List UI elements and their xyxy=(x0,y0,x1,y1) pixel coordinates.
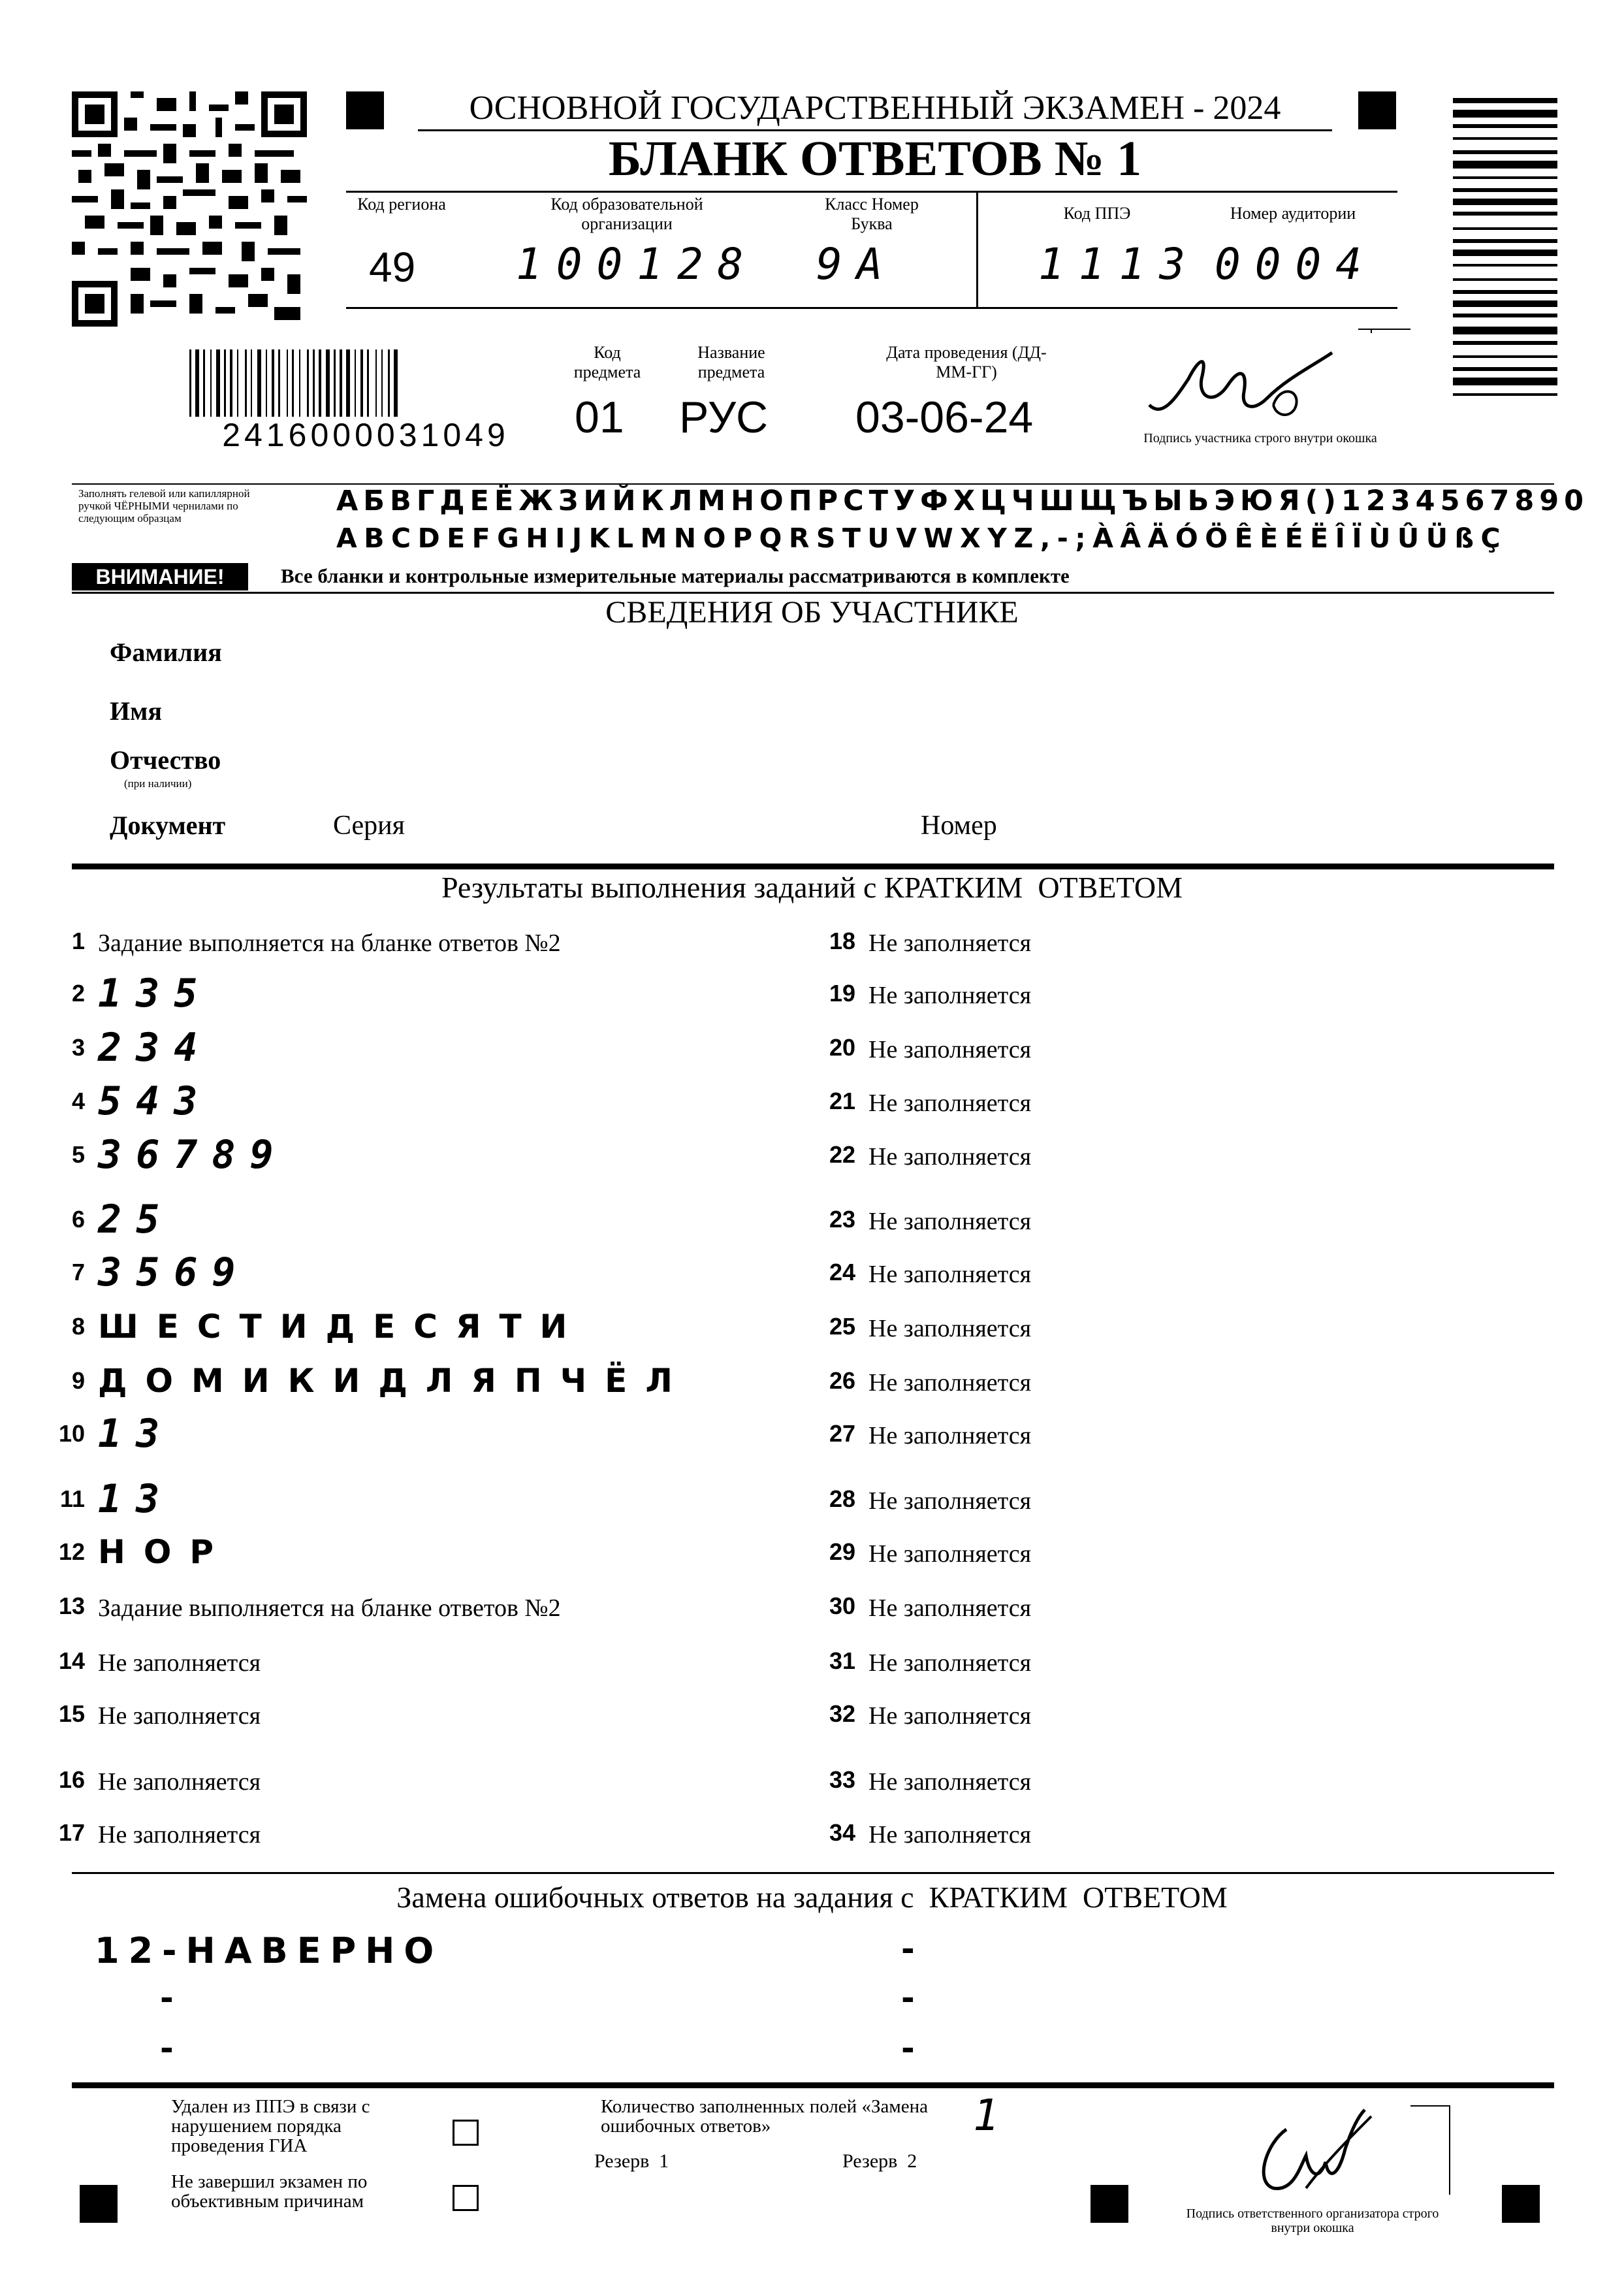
task-answer: Не заполняется xyxy=(868,1422,1032,1449)
org-label: Код образовательной организации xyxy=(550,195,703,233)
warning-badge: ВНИМАНИЕ! xyxy=(72,563,248,590)
samples-instruction: Заполнять гелевой или капиллярной ручкой ЧЁРНЫМИ чернилами по следующим образцам xyxy=(78,487,250,525)
task-number: 1 xyxy=(71,928,85,954)
ppe-value: 1113 xyxy=(1038,239,1200,289)
task-number: 5 xyxy=(71,1141,85,1168)
task-number: 28 xyxy=(829,1485,855,1512)
subject-name-value: РУС xyxy=(679,393,769,442)
task-answer: Не заполняется xyxy=(868,929,1032,957)
task-answer: 13 xyxy=(98,1411,174,1457)
form-title: БЛАНК ОТВЕТОВ № 1 xyxy=(608,131,1142,186)
corner-marker-top-left xyxy=(346,91,384,129)
task-number: 13 xyxy=(58,1592,85,1619)
patronymic-label: Отчество xyxy=(110,745,221,775)
date-value: 03-06-24 xyxy=(855,393,1034,442)
task-number: 20 xyxy=(829,1034,855,1061)
task-number: 25 xyxy=(829,1313,855,1340)
surname-label: Фамилия xyxy=(110,638,222,667)
replacement-entry-5: - xyxy=(160,2029,192,2067)
not-finished-label: Не завершил экзамен по объективным причинам xyxy=(171,2171,368,2212)
task-number: 33 xyxy=(829,1766,855,1793)
replacement-section-title: Замена ошибочных ответов на задания с КРАТКИМ ОТВЕТОМ xyxy=(396,1881,1228,1914)
side-barcode xyxy=(1453,98,1557,503)
replacement-entry-6: - xyxy=(901,2029,933,2067)
replacement-entry-2: - xyxy=(901,1930,933,1968)
task-number: 23 xyxy=(829,1206,855,1233)
class-value: 9А xyxy=(816,239,897,289)
task-number: 32 xyxy=(829,1700,855,1727)
warning-text: Все бланки и контрольные измерительные материалы рассматриваются в комплекте xyxy=(281,564,1070,587)
codes-top-rule xyxy=(346,191,1397,193)
barcode-number: 2416000031049 xyxy=(170,417,562,453)
task-answer: Не заполняется xyxy=(868,1315,1032,1342)
task-number: 19 xyxy=(829,980,855,1007)
number-label: Номер xyxy=(921,811,997,841)
replacement-entry-1: 12-НАВЕРНО xyxy=(95,1930,443,1971)
qr-code xyxy=(72,91,307,327)
reserve2-label: Резерв 2 xyxy=(842,2150,917,2172)
task-number: 7 xyxy=(71,1259,85,1285)
task-number: 34 xyxy=(829,1819,855,1846)
codes-divider xyxy=(976,191,978,308)
codes-bottom-rule xyxy=(346,307,1397,309)
task-number: 31 xyxy=(829,1647,855,1674)
task-answer: Не заполняется xyxy=(868,1768,1032,1796)
task-number: 24 xyxy=(829,1259,855,1285)
task-answer: ШЕСТИДЕСЯТИ xyxy=(98,1308,586,1346)
organizer-signature-caption: Подпись ответственного организатора строго внутри окошка xyxy=(1186,2206,1439,2235)
task-answer: 25 xyxy=(98,1197,174,1242)
replacement-count-label: Количество заполненных полей «Замена ошибочных ответов» xyxy=(601,2096,928,2137)
participant-section-title: СВЕДЕНИЯ ОБ УЧАСТНИКЕ xyxy=(605,595,1019,630)
reserve1-label: Резерв 1 xyxy=(594,2150,669,2172)
task-number: 29 xyxy=(829,1538,855,1565)
date-label: Дата проведения (ДД-ММ-ГГ) xyxy=(886,343,1047,381)
replacement-entry-4: - xyxy=(901,1979,933,2017)
task-answer: Не заполняется xyxy=(868,1487,1032,1515)
task-number: 15 xyxy=(58,1700,85,1727)
exam-title: ОСНОВНОЙ ГОСУДАРСТВЕННЫЙ ЭКЗАМЕН - 2024 xyxy=(418,88,1332,131)
replacement-count-value: 1 xyxy=(973,2090,1013,2141)
corner-marker-top-right xyxy=(1358,91,1396,129)
removed-label: Удален из ППЭ в связи с нарушением порядка проведения ГИА xyxy=(171,2096,370,2156)
region-value: 49 xyxy=(369,244,416,291)
warning-bottom-rule xyxy=(72,592,1554,594)
organizer-signature xyxy=(1228,2103,1476,2208)
participant-signature-caption: Подпись участника строго внутри окошка xyxy=(1143,431,1377,445)
task-number: 18 xyxy=(829,928,855,954)
task-answer: 13 xyxy=(98,1476,174,1522)
task-number: 8 xyxy=(71,1313,85,1340)
task-answer: Задание выполняется на бланке ответов №2 xyxy=(98,929,561,957)
task-number: 12 xyxy=(58,1538,85,1565)
task-answer: Не заполняется xyxy=(868,982,1032,1009)
task-answer: 234 xyxy=(98,1025,212,1071)
corner-marker-bottom-mid xyxy=(1091,2185,1128,2223)
samples-cyrillic: АБВГДЕЁЖЗИЙКЛМНОПРСТУФХЦЧШЩЪЫЬЭЮЯ()1234567890 xyxy=(336,485,1589,517)
task-answer: Не заполняется xyxy=(868,1143,1032,1171)
participant-signature xyxy=(1136,327,1410,438)
task-answer: 36789 xyxy=(98,1132,288,1178)
class-label: Класс Номер Буква xyxy=(825,195,919,233)
ppe-label: Код ППЭ xyxy=(1063,204,1131,223)
task-number: 21 xyxy=(829,1088,855,1114)
org-value: 100128 xyxy=(516,239,758,289)
replacement-top-rule xyxy=(72,1872,1554,1874)
task-number: 30 xyxy=(829,1592,855,1619)
task-answer: Не заполняется xyxy=(98,1768,261,1796)
task-answer: 3569 xyxy=(98,1250,250,1295)
subject-code-label: Код предмета xyxy=(573,343,641,381)
removed-checkbox[interactable] xyxy=(453,2120,479,2146)
task-answer: 543 xyxy=(98,1078,212,1124)
task-answer: Не заполняется xyxy=(868,1702,1032,1730)
task-answer: Не заполняется xyxy=(868,1369,1032,1397)
patronymic-note: (при наличии) xyxy=(124,777,192,790)
task-number: 17 xyxy=(58,1819,85,1846)
region-label: Код региона xyxy=(357,195,446,214)
task-number: 3 xyxy=(71,1034,85,1061)
task-number: 14 xyxy=(58,1647,85,1674)
task-answer: Не заполняется xyxy=(868,1821,1032,1849)
task-answer: Не заполняется xyxy=(868,1261,1032,1288)
task-answer: Не заполняется xyxy=(98,1649,261,1677)
replacement-entry-3: - xyxy=(160,1979,192,2017)
task-answer: Не заполняется xyxy=(868,1090,1032,1117)
subject-name-label: Название предмета xyxy=(697,343,765,381)
task-number: 16 xyxy=(58,1766,85,1793)
task-answer: Не заполняется xyxy=(98,1821,261,1849)
task-number: 10 xyxy=(58,1420,85,1447)
task-number: 4 xyxy=(71,1088,85,1114)
series-label: Серия xyxy=(333,811,405,841)
document-label: Документ xyxy=(110,811,226,840)
samples-latin: ABCDEFGHIJKLMNOPQRSTUVWXYZ,-;ÀÂÄÓÖÊÈÉËÎÏÙÛÜßÇ xyxy=(336,523,1508,554)
task-answer: Не заполняется xyxy=(868,1594,1032,1622)
task-answer: Не заполняется xyxy=(868,1649,1032,1677)
task-answer: НОР xyxy=(98,1533,232,1571)
not-finished-checkbox[interactable] xyxy=(453,2185,479,2211)
task-number: 6 xyxy=(71,1206,85,1233)
results-section-title: Результаты выполнения заданий с КРАТКИМ ОТВЕТОМ xyxy=(441,871,1183,904)
room-label: Номер аудитории xyxy=(1230,204,1356,223)
task-answer: Задание выполняется на бланке ответов №2 xyxy=(98,1594,561,1622)
room-value: 0004 xyxy=(1215,239,1376,289)
task-answer: 135 xyxy=(98,971,212,1016)
task-answer: Не заполняется xyxy=(868,1208,1032,1235)
task-number: 22 xyxy=(829,1141,855,1168)
subject-code-value: 01 xyxy=(575,393,624,442)
task-answer: ДОМИКИДЛЯПЧЁЛ xyxy=(98,1362,691,1400)
corner-marker-bottom-right xyxy=(1502,2185,1540,2223)
results-top-rule xyxy=(72,864,1554,869)
footer-top-rule xyxy=(72,2082,1554,2088)
task-number: 2 xyxy=(71,980,85,1007)
task-answer: Не заполняется xyxy=(868,1540,1032,1568)
corner-marker-bottom-left xyxy=(80,2185,118,2223)
task-number: 9 xyxy=(71,1367,85,1394)
task-answer: Не заполняется xyxy=(868,1036,1032,1063)
name-label: Имя xyxy=(110,696,162,726)
task-answer: Не заполняется xyxy=(98,1702,261,1730)
task-number: 26 xyxy=(829,1367,855,1394)
task-number: 11 xyxy=(59,1485,85,1512)
task-number: 27 xyxy=(829,1420,855,1447)
